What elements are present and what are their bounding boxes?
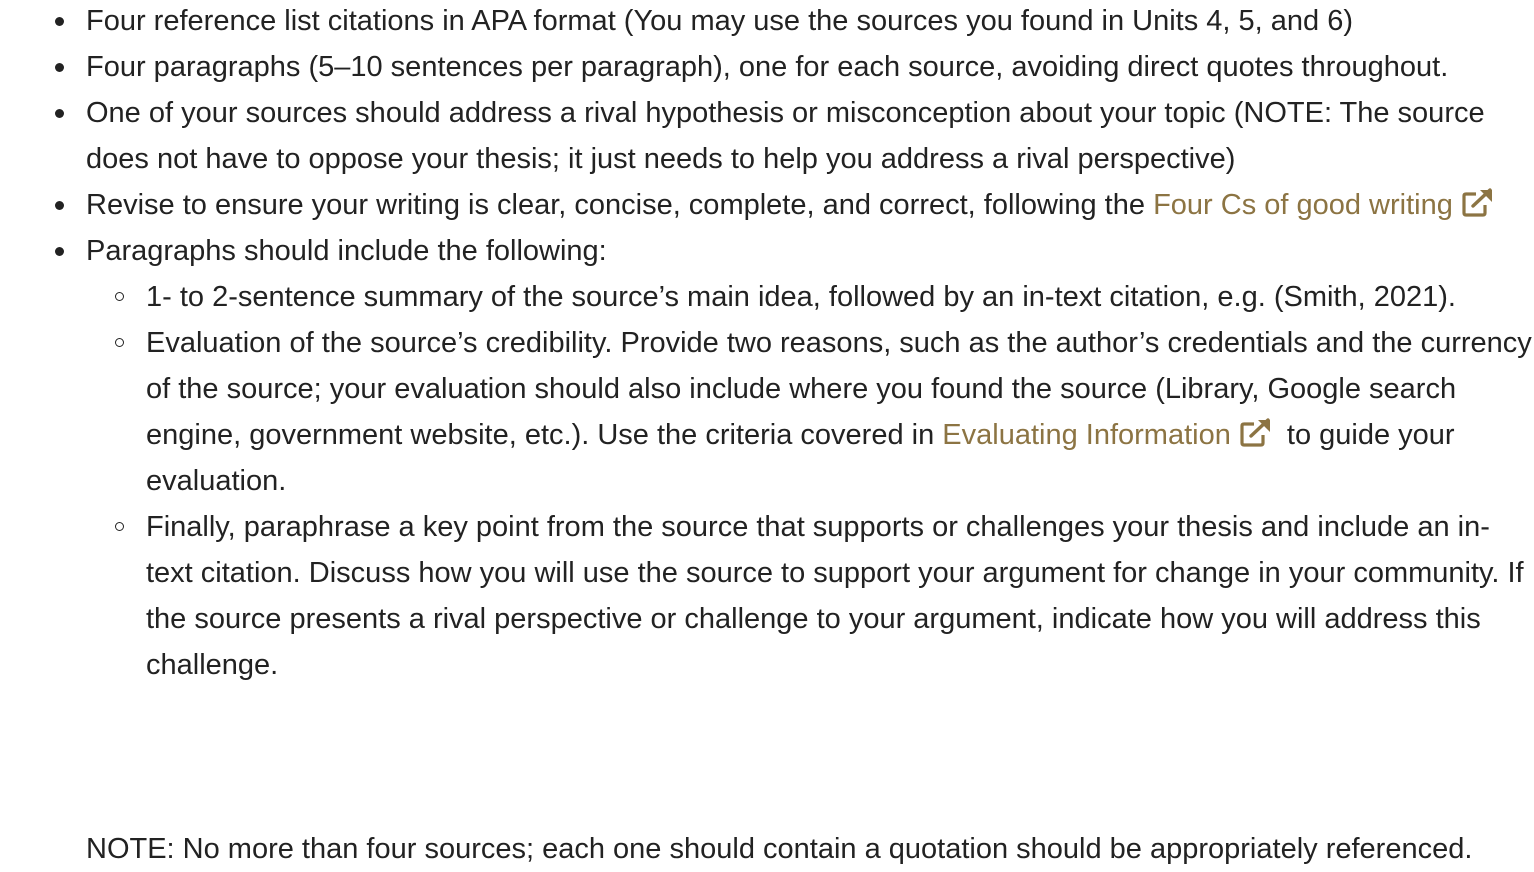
- external-link-icon[interactable]: [1239, 418, 1273, 448]
- four-cs-link[interactable]: [1153, 189, 1495, 221]
- list-item: [86, 0, 1534, 44]
- paragraph-contents-sublist: [86, 274, 1534, 688]
- sublist-item: [146, 504, 1534, 688]
- bullet-circle: [115, 522, 124, 531]
- list-item: [86, 44, 1534, 90]
- requirement-rival-hypothesis-text: One of your sources should address a rival hypothesis or misconception about your topic (NOTE: The source does not have to oppose your thesis; it just needs to help you address a rival perspective): [86, 97, 1485, 175]
- sublist-item: [146, 274, 1534, 320]
- bullet-disc: [55, 109, 64, 118]
- list-item: [86, 90, 1534, 182]
- requirement-citations-text: Four reference list citations in APA format (You may use the sources you found in Units 4, 5, and 6): [86, 5, 1353, 37]
- requirement-paragraph-contents-text: Paragraphs should include the following:: [86, 235, 607, 267]
- paraphrase-requirement-text: Finally, paraphrase a key point from the source that supports or challenges your thesis and include an in-text citation. Discuss how you will use the source to support your argument for change in your community. If the source presents a rival perspective or challenge to your argument, indicate how you will address this challenge.: [146, 511, 1524, 681]
- sublist-item: [146, 320, 1534, 504]
- evaluating-information-link-label[interactable]: Evaluating Information: [942, 419, 1231, 451]
- bullet-disc: [55, 63, 64, 72]
- bullet-circle: [115, 292, 124, 301]
- external-link-icon[interactable]: [1461, 188, 1495, 218]
- bullet-circle: [115, 338, 124, 347]
- cut-off-note-text: NOTE: No more than four sources; each one should contain a quotation should be appropriately referenced.: [86, 833, 1473, 865]
- evaluating-information-link[interactable]: [942, 419, 1279, 451]
- four-cs-link-label[interactable]: Four Cs of good writing: [1153, 189, 1453, 221]
- list-item: [86, 182, 1534, 228]
- list-item: [86, 228, 1534, 688]
- bullet-disc: [55, 247, 64, 256]
- requirement-paragraphs-text: Four paragraphs (5–10 sentences per paragraph), one for each source, avoiding direct quotes throughout.: [86, 51, 1449, 83]
- summary-requirement-text: 1- to 2-sentence summary of the source’s main idea, followed by an in-text citation, e.g. (Smith, 2021).: [146, 281, 1456, 313]
- credibility-requirement-text: Evaluation of the source’s credibility. Provide two reasons, such as the author’s credentials and the currency of the source; your evaluation should also include where you found the source (Library, Google search engine, government website, etc.). Use the criteria covered in: [146, 327, 1532, 451]
- credibility-requirement-tail: to guide your evaluation.: [146, 419, 1455, 497]
- bullet-disc: [55, 201, 64, 210]
- bullet-disc: [55, 17, 64, 26]
- requirement-revise-text: Revise to ensure your writing is clear, concise, complete, and correct, following the: [86, 189, 1154, 221]
